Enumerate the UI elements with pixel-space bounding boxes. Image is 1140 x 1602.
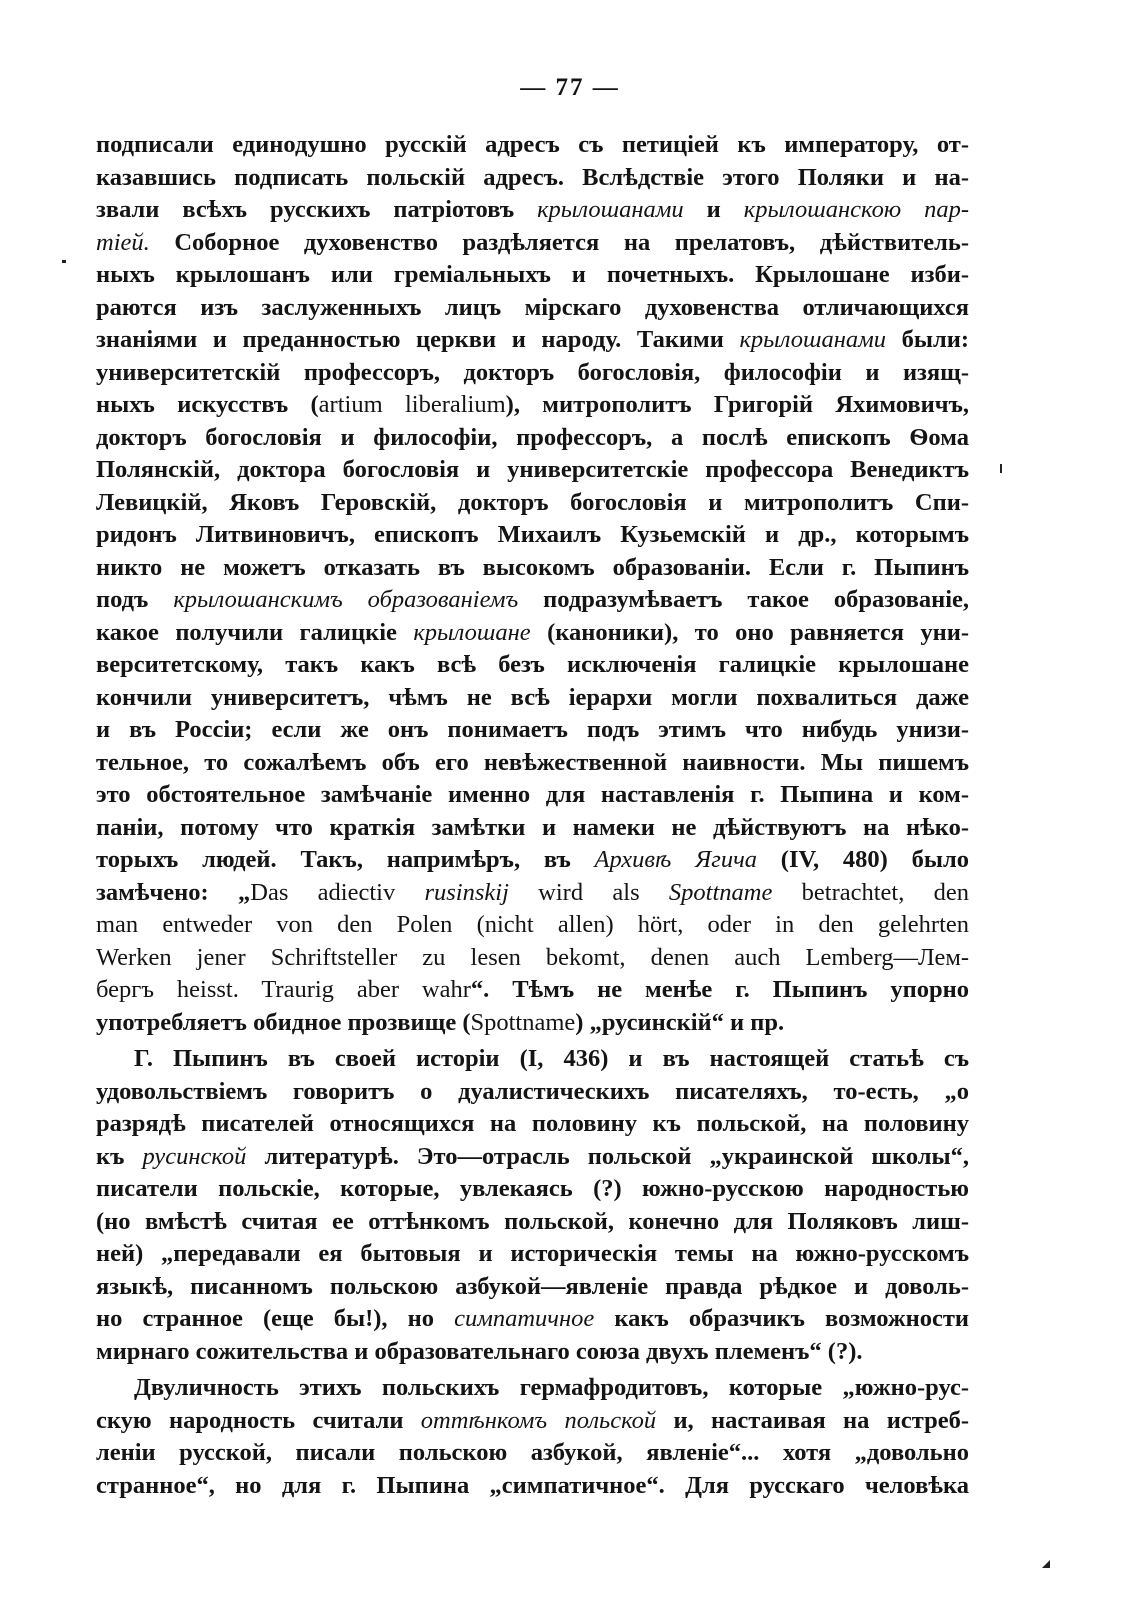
text-run: ) „русинскій“ и пр.: [575, 1008, 785, 1036]
text-run: докторъ богословія и философіи, профессоръ, а послѣ епископъ Ѳома: [96, 423, 969, 451]
text-run: подписали единодушно русскій адресъ съ петиціей къ императору, от-: [96, 131, 969, 158]
paragraph-first-line: [96, 1372, 969, 1405]
text-run: никто не можетъ отказать въ высокомъ образованіи. Если г. Пыпинъ: [96, 553, 969, 581]
text-run: литературѣ. Это—отрасль польской „украинской школы“,: [246, 1142, 969, 1170]
italic-phrase: Архивѣ Ягича: [594, 846, 758, 873]
italic-phrase: крылошане: [413, 618, 531, 646]
text-run: употребляетъ обидное прозвище (: [96, 1008, 471, 1036]
paragraph-first-line: [96, 1043, 969, 1076]
text-line: [96, 877, 969, 910]
print-speck: [62, 260, 66, 263]
italic-phrase: Spottname: [668, 878, 773, 906]
text-run: какъ образчикъ возможности: [594, 1305, 969, 1332]
text-line: [96, 1470, 969, 1503]
text-line: [96, 519, 969, 552]
text-run: леніи русской, писали польскою азбукой, явленіе“... хотя „довольно: [96, 1439, 969, 1466]
text-line: [96, 162, 969, 195]
text-run: Двуличность этихъ польскихъ гермафродитовъ, которые „южно-рус-: [134, 1374, 969, 1401]
text-run: раются изъ заслуженныхъ лицъ мірскаго духовенства отличающихся: [96, 293, 969, 321]
text-line: [96, 259, 969, 292]
text-line: [96, 974, 969, 1007]
latin-phrase: Das adiectiv: [250, 878, 425, 906]
text-run: ридонъ Литвиновичъ, епископъ Михаилъ Кузьемскій и др., которымъ: [96, 521, 969, 548]
text-run: удовольствіемъ говоритъ о дуалистическихъ писателяхъ, то-есть, „о: [96, 1077, 969, 1105]
text-line: [96, 1336, 969, 1369]
text-run: замѣчено: „: [96, 878, 251, 906]
text-line: [96, 1108, 969, 1141]
text-run: паніи, потому что краткія замѣтки и намеки не дѣйствуютъ на нѣко-: [96, 813, 969, 841]
page-number: — 77 —: [520, 74, 620, 101]
text-run: (каноники), то оно равняется уни-: [530, 618, 969, 646]
print-speck: [1000, 464, 1002, 473]
text-line: [96, 1007, 969, 1040]
text-run: ), митрополитъ Григорій Яхимовичъ,: [505, 391, 969, 418]
text-line: [96, 1405, 969, 1438]
text-line: [96, 1076, 969, 1109]
latin-phrase: wird als: [508, 878, 669, 906]
text-line: [96, 1271, 969, 1304]
text-run: ныхъ крылошанъ или греміальныхъ и почетныхъ. Крылошане изби-: [96, 261, 969, 288]
text-line: [96, 357, 969, 390]
text-line: [96, 617, 969, 650]
text-line: [96, 454, 969, 487]
text-line: [96, 552, 969, 585]
text-line: [96, 487, 969, 520]
text-run: и: [683, 196, 744, 223]
text-run: верситетскому, такъ какъ всѣ безъ исключенія галицкіе крылошане: [96, 651, 969, 678]
latin-phrase: betrachtet, den: [772, 878, 970, 906]
text-run: и, настаивая на истреб-: [656, 1406, 969, 1434]
text-line: [96, 909, 969, 942]
text-line: [96, 844, 969, 877]
text-line: [96, 1173, 969, 1206]
text-line: [96, 779, 969, 812]
text-run: Г. Пыпинъ въ своей исторіи (I, 436) и въ настоящей статьѣ съ: [134, 1045, 969, 1072]
text-run: и въ Россіи; если же онъ понимаетъ подъ этимъ что нибудь унизи-: [96, 716, 969, 743]
text-line: [96, 1206, 969, 1239]
text-run: мирнаго сожительства и образовательнаго союза двухъ племенъ“ (?).: [96, 1337, 863, 1365]
text-run: ней) „передавали ея бытовыя и историческія темы на южно-русскомъ: [96, 1240, 969, 1267]
latin-phrase: бергъ heisst. Traurig aber wahr: [96, 976, 471, 1003]
text-line: [96, 942, 969, 975]
text-line: [96, 422, 969, 455]
italic-phrase: крылошанами: [537, 196, 684, 223]
text-run: звали всѣхъ русскихъ патріотовъ: [96, 196, 538, 223]
text-line: [96, 292, 969, 325]
page-corner-mark: [1042, 1560, 1050, 1568]
text-run: разрядѣ писателей относящихся на половину къ польской, на половину: [96, 1110, 969, 1137]
latin-phrase: Spottname: [470, 1008, 576, 1036]
text-run: (но вмѣстѣ считая ее оттѣнкомъ польской, конечно для Поляковъ лиш-: [96, 1207, 969, 1235]
text-run: университетскій профессоръ, докторъ богословія, философіи и изящ-: [96, 358, 969, 386]
text-run: писатели польскіе, которые, увлекаясь (?) южно-русскою народностью: [96, 1175, 969, 1202]
text-run: подъ: [96, 586, 174, 613]
text-line: [96, 227, 969, 260]
italic-phrase: крылошанами: [739, 326, 887, 353]
text-line: [96, 194, 969, 227]
text-run: къ: [96, 1142, 143, 1170]
text-run: кончили университетъ, чѣмъ не всѣ іерархи могли похвалиться даже: [96, 683, 969, 711]
text-line: [96, 812, 969, 845]
text-line: [96, 714, 969, 747]
italic-phrase: rusinskij: [424, 878, 509, 906]
text-line: [96, 584, 969, 617]
italic-phrase: крылошанскимъ образованіемъ: [173, 586, 519, 613]
text-run: Левицкій, Яковъ Геровскій, докторъ богословія и митрополитъ Спи-: [96, 488, 969, 516]
body-text: [96, 129, 969, 1502]
text-line: [96, 747, 969, 780]
text-line: [96, 129, 969, 162]
text-run: но странное (еще бы!), но: [96, 1305, 455, 1332]
text-run: тельное, то сожалѣемъ объ его невѣжественной наивности. Мы пишемъ: [96, 748, 969, 776]
text-line: [96, 1141, 969, 1174]
latin-phrase: Werken jener Schriftsteller zu lesen bekomt, denen auch Lemberg—Лем-: [96, 943, 969, 971]
text-run: Соборное духовенство раздѣляется на прелатовъ, дѣйствитель-: [149, 228, 969, 256]
text-line: [96, 1437, 969, 1470]
text-run: (IV, 480) было: [757, 846, 969, 873]
text-line: [96, 649, 969, 682]
text-line: [96, 324, 969, 357]
italic-phrase: тіей.: [96, 228, 150, 256]
text-run: “. Тѣмъ не менѣе г. Пыпинъ упорно: [470, 976, 969, 1003]
text-run: скую народность считали: [96, 1406, 421, 1434]
text-line: [96, 389, 969, 422]
italic-phrase: оттѣнкомъ польской: [420, 1406, 657, 1434]
latin-phrase: artium liberalium: [318, 391, 506, 418]
text-line: [96, 1303, 969, 1336]
text-run: странное“, но для г. Пыпина „симпатичное“. Для русскаго человѣка: [96, 1471, 969, 1499]
text-run: торыхъ людей. Такъ, напримѣръ, въ: [96, 846, 595, 873]
latin-phrase: man entweder von den Polen (nicht allen) hört, oder in den gelehrten: [96, 911, 969, 938]
text-run: Полянскій, доктора богословія и университетскіе профессора Венедиктъ: [96, 456, 969, 483]
text-run: были:: [886, 326, 969, 353]
text-line: [96, 682, 969, 715]
text-run: знаніями и преданностью церкви и народу. Такими: [96, 326, 740, 353]
text-run: языкѣ, писанномъ польскою азбукой—явленіе правда рѣдкое и доволь-: [96, 1272, 969, 1300]
italic-phrase: русинской: [142, 1142, 247, 1170]
text-run: казавшись подписать польскій адресъ. Вслѣдствіе этого Поляки и на-: [96, 163, 969, 191]
text-run: подразумѣваетъ такое образованіе,: [518, 586, 970, 613]
text-line: [96, 1238, 969, 1271]
text-run: какое получили галицкіе: [96, 618, 414, 646]
text-run: ныхъ искусствъ (: [96, 391, 319, 418]
italic-phrase: крылошанскою пар-: [743, 196, 969, 223]
italic-phrase: симпатичное: [454, 1305, 595, 1332]
text-run: это обстоятельное замѣчаніе именно для наставленія г. Пыпина и ком-: [96, 781, 969, 808]
